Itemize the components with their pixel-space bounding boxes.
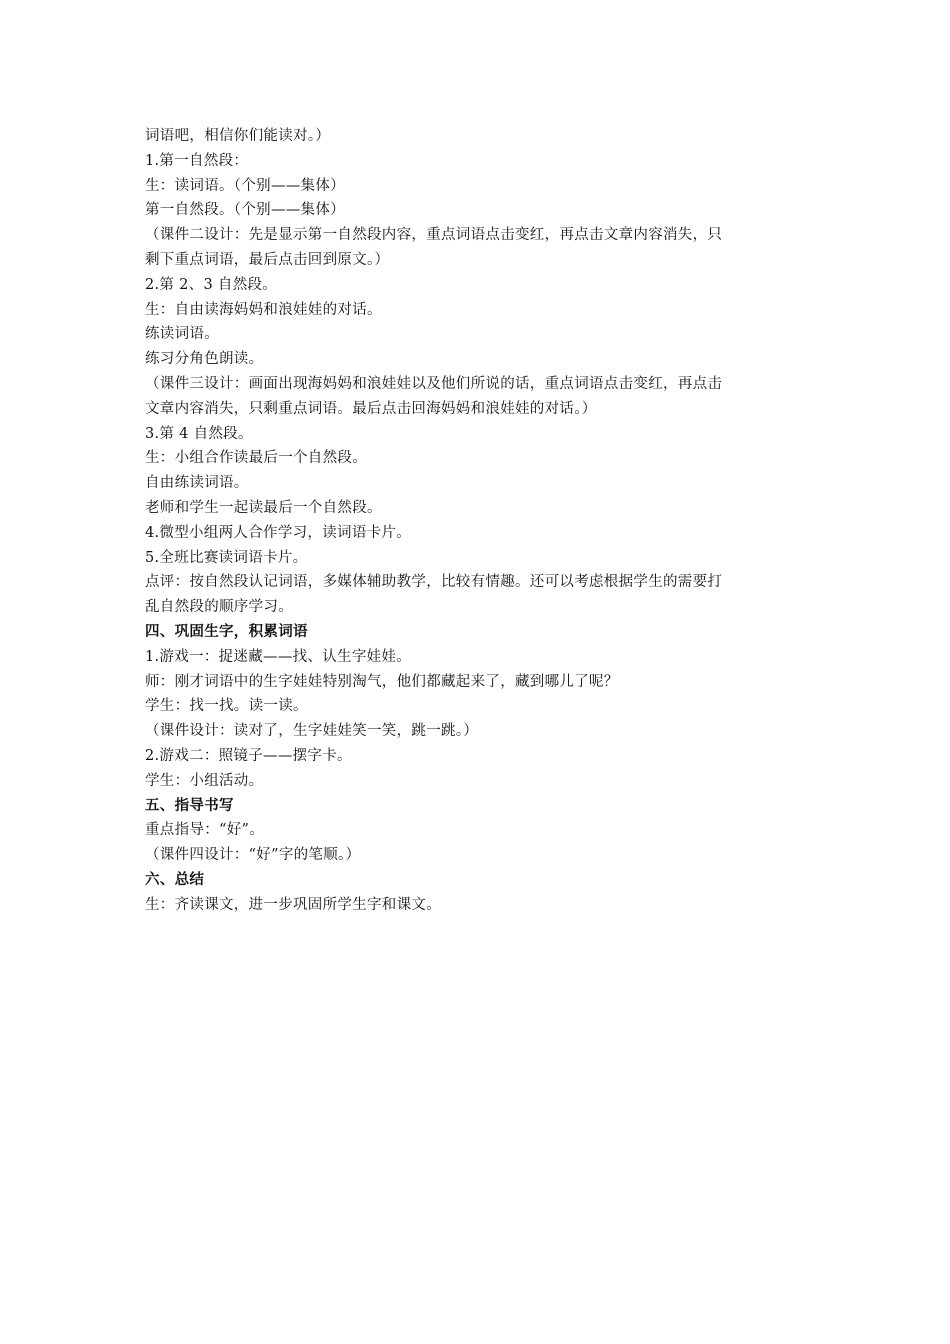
paragraph-line: 剩下重点词语，最后点击回到原文。） — [145, 251, 390, 268]
section-item: 2.第 2、3 自然段。 — [145, 276, 278, 293]
section-item: 3.第 4 自然段。 — [145, 425, 253, 442]
paragraph-line: 老师和学生一起读最后一个自然段。 — [145, 499, 382, 516]
paragraph-line: 自由练读词语。 — [145, 475, 249, 492]
paragraph-line: 重点指导：“好”。 — [145, 822, 265, 839]
paragraph-line: 学生：找一找。读一读。 — [145, 698, 308, 715]
paragraph-line: 练读词语。 — [145, 326, 219, 343]
paragraph-line: （课件二设计：先是显示第一自然段内容，重点词语点击变红，再点击文章内容消失，只 — [145, 227, 723, 244]
paragraph-line: 词语吧，相信你们能读对。） — [145, 128, 331, 144]
section-heading: 五、指导书写 — [145, 797, 234, 814]
section-heading: 四、巩固生字，积累词语 — [145, 623, 308, 640]
section-item: 2.游戏二：照镜子——摆字卡。 — [145, 747, 352, 764]
section-item: 1.第一自然段： — [145, 152, 249, 169]
paragraph-line: 第一自然段。（个别——集体） — [145, 202, 345, 219]
paragraph-line: （课件四设计：“好”字的笔顺。） — [145, 847, 361, 864]
paragraph-line: 点评：按自然段认记词语，多媒体辅助教学，比较有情趣。还可以考虑根据学生的需要打 — [145, 574, 723, 591]
paragraph-line: 练习分角色朗读。 — [145, 351, 264, 368]
section-item: 5.全班比赛读词语卡片。 — [145, 549, 308, 566]
document-page — [145, 124, 815, 918]
paragraph-line: 生：小组合作读最后一个自然段。 — [145, 450, 367, 467]
paragraph-line: 学生：小组活动。 — [145, 772, 264, 789]
paragraph-line: 生：齐读课文，进一步巩固所学生字和课文。 — [145, 896, 441, 913]
paragraph-line: （课件三设计：画面出现海妈妈和浪娃娃以及他们所说的话，重点词语点击变红，再点击 — [145, 375, 723, 392]
section-heading: 六、总结 — [145, 871, 205, 888]
paragraph-line: 文章内容消失，只剩重点词语。最后点击回海妈妈和浪娃娃的对话。） — [145, 400, 597, 417]
paragraph-line: （课件设计：读对了，生字娃娃笑一笑，跳一跳。） — [145, 723, 479, 740]
paragraph-line: 生：自由读海妈妈和浪娃娃的对话。 — [145, 301, 382, 318]
section-item: 1.游戏一：捉迷藏——找、认生字娃娃。 — [145, 648, 412, 665]
section-item: 4.微型小组两人合作学习，读词语卡片。 — [145, 524, 412, 541]
paragraph-line: 师：刚才词语中的生字娃娃特别淘气，他们都藏起来了，藏到哪儿了呢？ — [145, 673, 619, 690]
paragraph-line: 乱自然段的顺序学习。 — [145, 599, 293, 616]
paragraph-line: 生：读词语。（个别——集体） — [145, 177, 345, 194]
